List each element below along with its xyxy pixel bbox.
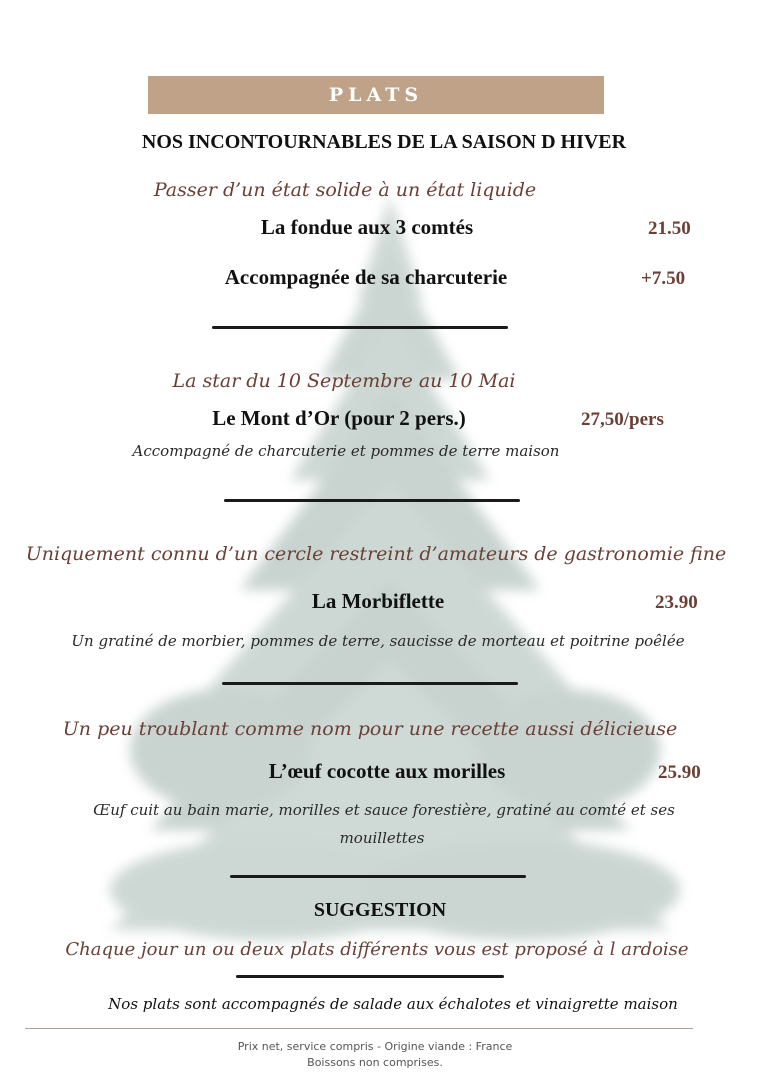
dish-charcuterie: Accompagnée de sa charcuterie bbox=[224, 265, 508, 289]
footer-line-2: Boissons non comprises. bbox=[307, 1056, 443, 1069]
suggestion-text: Chaque jour un ou deux plats différents vous est proposé à l ardoise bbox=[65, 939, 689, 960]
fir-tree-illustration bbox=[70, 190, 710, 970]
tagline-morbiflette: Uniquement connu d’un cercle restreint d’amateurs de gastronomie fine bbox=[25, 543, 727, 565]
suggestion-title: SUGGESTION bbox=[313, 899, 447, 921]
divider bbox=[236, 975, 504, 978]
price-morbiflette: 23.90 bbox=[655, 592, 698, 613]
price-charcuterie: +7.50 bbox=[641, 268, 686, 289]
divider bbox=[212, 326, 508, 329]
tagline-mont-dor: La star du 10 Septembre au 10 Mai bbox=[172, 370, 516, 392]
divider bbox=[222, 682, 518, 685]
accompaniment-note: Nos plats sont accompagnés de salade aux échalotes et vinaigrette maison bbox=[108, 995, 678, 1013]
tagline-fondue: Passer d’un état solide à un état liquide bbox=[153, 179, 537, 201]
dish-oeuf-cocotte: L’œuf cocotte aux morilles bbox=[268, 759, 506, 783]
description-morbiflette: Un gratiné de morbier, pommes de terre, saucisse de morteau et poitrine poêlée bbox=[71, 632, 685, 650]
footer-line-1: Prix net, service compris - Origine viande : France bbox=[237, 1040, 513, 1053]
footer-divider bbox=[25, 1028, 693, 1029]
price-fondue: 21.50 bbox=[648, 218, 691, 239]
divider bbox=[224, 499, 520, 502]
description-mont-dor: Accompagné de charcuterie et pommes de terre maison bbox=[132, 442, 560, 460]
price-mont-dor: 27,50/pers bbox=[581, 409, 664, 430]
subtitle: NOS INCONTOURNABLES DE LA SAISON D HIVER bbox=[141, 131, 627, 153]
section-banner bbox=[148, 76, 604, 114]
page-title: PLATS bbox=[328, 84, 424, 106]
price-oeuf-cocotte: 25.90 bbox=[658, 762, 701, 783]
dish-mont-dor: Le Mont d’Or (pour 2 pers.) bbox=[212, 406, 466, 430]
description-oeuf-line2: mouillettes bbox=[339, 829, 425, 847]
tagline-oeuf: Un peu troublant comme nom pour une recette aussi délicieuse bbox=[62, 718, 678, 740]
dish-morbiflette: La Morbiflette bbox=[311, 589, 445, 613]
divider bbox=[230, 875, 526, 878]
dish-fondue: La fondue aux 3 comtés bbox=[260, 215, 474, 239]
description-oeuf-line1: Œuf cuit au bain marie, morilles et sauce forestière, gratiné au comté et ses bbox=[93, 801, 675, 819]
